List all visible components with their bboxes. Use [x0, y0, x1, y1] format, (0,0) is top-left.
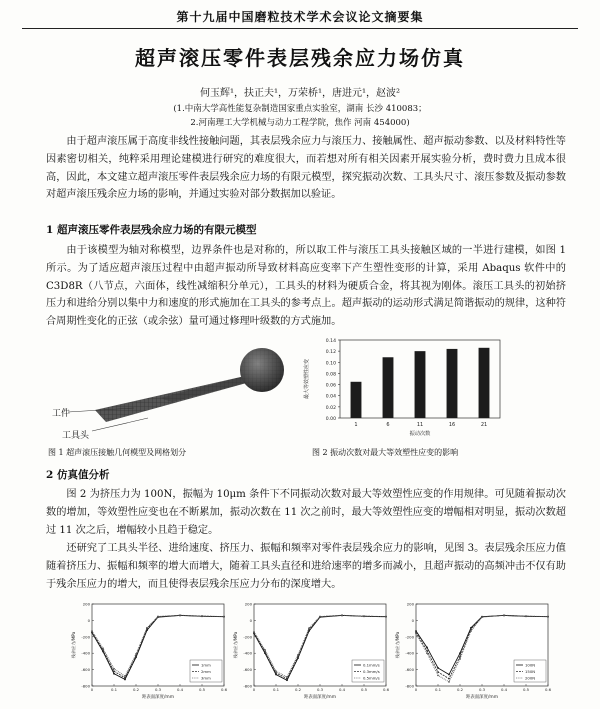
bar-6 — [383, 357, 394, 418]
x-axis-label: 距表面深度/mm — [142, 695, 174, 700]
y-tick-label: -600 — [81, 667, 90, 673]
x-axis-label: 距表面深度/mm — [466, 695, 498, 700]
y-tick-label: -200 — [405, 634, 414, 640]
bar-11 — [415, 351, 426, 418]
series-point-2 — [124, 675, 126, 677]
figure-3b-line-chart — [232, 600, 392, 706]
x-tick-label: 21 — [480, 422, 488, 428]
affiliation-2: 2.河南理工大学机械与动力工程学院，焦作 河南 454000) — [190, 118, 410, 128]
paper-title: 超声滚压零件表层残余应力场仿真 — [135, 46, 465, 70]
tool-head-mesh — [240, 348, 284, 392]
x-tick-label: 0.1 — [110, 687, 118, 692]
legend-label: 3mm — [201, 675, 211, 681]
series-point-2 — [363, 615, 365, 617]
y-tick-label: 200 — [406, 601, 414, 607]
series-point-2 — [135, 653, 137, 655]
y-axis-label: 残余应力/MPa — [233, 631, 238, 659]
series-point-1 — [113, 670, 115, 672]
series-point-2 — [308, 627, 310, 629]
series-point-0 — [124, 679, 126, 681]
y-tick-label: 0 — [87, 617, 90, 623]
bar-21 — [479, 348, 490, 418]
legend-label: 150N — [525, 668, 536, 674]
y-tick-label: -800 — [243, 683, 252, 689]
legend-label: 2mm — [201, 668, 211, 674]
y-tick-label: -600 — [243, 667, 252, 673]
series-point-1 — [426, 650, 428, 652]
series-point-1 — [286, 678, 288, 680]
series-point-0 — [264, 652, 266, 654]
y-tick-label: 0.10 — [325, 361, 336, 367]
y-tick-label: -800 — [405, 683, 414, 689]
series-point-2 — [415, 633, 417, 635]
series-point-1 — [448, 678, 450, 680]
x-tick-label: 6 — [386, 422, 390, 428]
series-point-2 — [286, 676, 288, 678]
series-point-1 — [124, 677, 126, 679]
y-axis-label: 残余应力/MPa — [395, 631, 400, 659]
x-tick-label: 0.4 — [176, 687, 184, 692]
x-tick-label: 0.6 — [220, 687, 228, 692]
x-tick-label: 0.2 — [132, 687, 140, 692]
x-tick-label: 0.5 — [522, 687, 530, 692]
series-point-2 — [426, 652, 428, 654]
y-tick-label: 0.00 — [325, 417, 336, 422]
series-point-0 — [275, 674, 277, 676]
figure-3a-line-chart — [70, 600, 230, 706]
x-tick-label: 0.5 — [198, 687, 206, 692]
legend-label: 0.1mm/s — [363, 662, 380, 668]
x-tick-label: 0.4 — [500, 687, 508, 692]
series-point-0 — [448, 674, 450, 676]
figure-2-caption: 图 2 振动次数对最大等效塑性应变的影响 — [312, 448, 459, 457]
figure-1-caption: 图 1 超声滚压接触几何模型及网格划分 — [48, 448, 187, 457]
series-point-0 — [286, 679, 288, 681]
y-axis-label: 最大等效塑性应变 — [304, 358, 310, 400]
legend-label: 1mm — [201, 662, 211, 668]
legend-label: 200N — [525, 675, 536, 681]
y-tick-label: 0.02 — [325, 405, 336, 411]
series-point-2 — [481, 616, 483, 618]
x-tick-label: 0 — [414, 687, 418, 692]
series-point-2 — [437, 674, 439, 676]
y-tick-label: 0.08 — [325, 372, 336, 378]
x-tick-label: 0.1 — [434, 687, 442, 692]
x-tick-label: 1 — [354, 422, 358, 428]
series-point-2 — [448, 681, 450, 683]
series-point-1 — [437, 671, 439, 673]
series-point-0 — [470, 627, 472, 629]
series-point-2 — [179, 614, 181, 616]
series-point-1 — [459, 656, 461, 658]
x-tick-label: 0 — [252, 687, 256, 692]
series-point-2 — [264, 649, 266, 651]
series-point-2 — [91, 630, 93, 632]
section-1-paragraph: 由于该模型为轴对称模型，边界条件也是对称的，所以取工件与滚压工具头接触区域的一半进行建模，如图 1 所示。为了适应超声滚压过程中由超声振动所导致材料高应变率下产生塑性变形的计算，采用 Abaqus 软件中的 C3D8R（八节点，六面体，线性减缩积分单元），工具头的材料为硬质合金，将其视为刚体。滚压工具头的初始挤压力和进给分别以集中力和速度的形式施加在工具头的参考点上。超声振动的运动形式满足简谐振动的规律，这种符合周期性变化的正弦（或余弦）量可通过修理叶级数的方式施加。 — [46, 245, 566, 328]
series-point-2 — [525, 615, 527, 617]
y-tick-label: -400 — [243, 650, 252, 656]
x-tick-label: 0.3 — [316, 687, 324, 692]
y-tick-label: -400 — [81, 650, 90, 656]
x-tick-label: 0.3 — [478, 687, 486, 692]
running-head: 第十九届中国磨粒技术学术会议论文摘要集 — [176, 10, 424, 24]
y-axis-label: 残余应力/MPa — [71, 631, 76, 659]
x-axis-label: 振动次数 — [409, 431, 431, 437]
legend-label: 0.5mm/s — [363, 675, 380, 681]
series-point-1 — [470, 629, 472, 631]
x-tick-label: 0.2 — [294, 687, 302, 692]
y-tick-label: 0 — [411, 617, 414, 623]
x-axis-label: 距表面深度/mm — [304, 695, 336, 700]
bar-1 — [351, 382, 362, 418]
legend-label: 100N — [525, 662, 536, 668]
series-point-2 — [319, 616, 321, 618]
y-tick-label: 0.04 — [325, 394, 336, 400]
header-rule — [22, 28, 578, 29]
series-point-2 — [385, 616, 387, 618]
author-list: 何玉辉¹，扶正夫¹，万荣桥¹，唐进元¹，赵波² — [199, 88, 401, 99]
y-tick-label: 0.14 — [325, 339, 336, 344]
series-point-2 — [503, 614, 505, 616]
series-point-2 — [297, 654, 299, 656]
y-tick-label: 200 — [244, 601, 252, 607]
y-tick-label: 0.12 — [325, 350, 336, 356]
x-tick-label: 0.2 — [456, 687, 464, 692]
series-point-2 — [253, 631, 255, 633]
bar-16 — [447, 349, 458, 418]
section-1-heading: 1 超声滚压零件表层残余应力场的有限元模型 — [46, 224, 257, 236]
y-tick-label: -200 — [243, 634, 252, 640]
series-point-2 — [102, 647, 104, 649]
y-tick-label: -400 — [405, 650, 414, 656]
series-point-2 — [201, 615, 203, 617]
series-point-2 — [113, 668, 115, 670]
series-point-2 — [157, 616, 159, 618]
series-point-2 — [459, 658, 461, 660]
x-tick-label: 0.6 — [544, 687, 552, 692]
legend-label: 0.3mm/s — [363, 668, 380, 674]
series-point-0 — [426, 647, 428, 649]
x-tick-label: 0.1 — [272, 687, 280, 692]
x-tick-label: 0.3 — [154, 687, 162, 692]
x-tick-label: 0.5 — [360, 687, 368, 692]
figure-3c-line-chart — [394, 600, 554, 706]
x-tick-label: 0.6 — [382, 687, 390, 692]
series-point-1 — [275, 672, 277, 674]
affiliation-1: (1.中南大学高性能复杂制造国家重点实验室，湖南 长沙 410083； — [173, 104, 427, 114]
x-tick-label: 16 — [448, 422, 456, 428]
x-tick-label: 11 — [416, 422, 424, 428]
label-workpiece: 工件 — [52, 409, 71, 419]
section-2-heading: 2 仿真值分析 — [46, 469, 110, 481]
figure-2-bar-chart — [300, 334, 510, 446]
series-point-2 — [146, 627, 148, 629]
series-point-2 — [275, 670, 277, 672]
y-tick-label: 0 — [249, 617, 252, 623]
workpiece-surface-band — [160, 376, 250, 402]
series-point-2 — [470, 630, 472, 632]
series-point-2 — [341, 614, 343, 616]
abstract-paragraph: 由于超声滚压属于高度非线性接触问题，其表层残余应力与滚压力、接触属性、超声振动参数、以及材料特性等因素密切相关，纯粹采用理论建模进行研究的难度很大，而若想对所有相关因素开展实验分析，费时费力且成本很高，因此，本文建立超声滚压零件表层残余应力场的有限元模型，探究振动次数、工具头尺寸、滚压参数及振动参数对超声滚压残余应力场的影响，并通过实验对部分数据加以验证。 — [46, 136, 566, 201]
y-tick-label: 200 — [82, 601, 90, 607]
y-tick-label: -200 — [81, 634, 90, 640]
series-point-2 — [223, 616, 225, 618]
x-tick-label: 0 — [90, 687, 94, 692]
section-2-paragraph-2: 还研究了工具头半径、进给速度、挤压力、振幅和频率对零件表层残余应力的影响，见图 3。表层残余压应力值随着挤压力、振幅和频率的增大而增大，随着工具头直径和进给速率的增多而减小，且超声振动的高频冲击不仅有助于残余压应力的增大，而且使得表层残余压应力分布的深度增大。 — [46, 543, 566, 590]
section-2-paragraph-1: 图 2 为挤压力为 100N，振幅为 10μm 条件下不同振动次数对最大等效塑性应变的作用规律。可见随着振动次数的增加，等效塑性应变也在不断累加，振动次数在 11 次之前时，最大等效塑性应变的增幅相对明显，振动次数超过 11 次之后，增幅较小且趋于稳定。 — [46, 489, 566, 536]
y-tick-label: 0.06 — [325, 383, 336, 389]
y-tick-label: -800 — [81, 683, 90, 689]
series-point-2 — [547, 616, 549, 618]
x-tick-label: 0.4 — [338, 687, 346, 692]
y-tick-label: -600 — [405, 667, 414, 673]
series-point-0 — [113, 673, 115, 675]
label-tool-head: 工具头 — [62, 431, 90, 441]
series-point-0 — [437, 667, 439, 669]
leader-line-tool — [92, 418, 148, 431]
